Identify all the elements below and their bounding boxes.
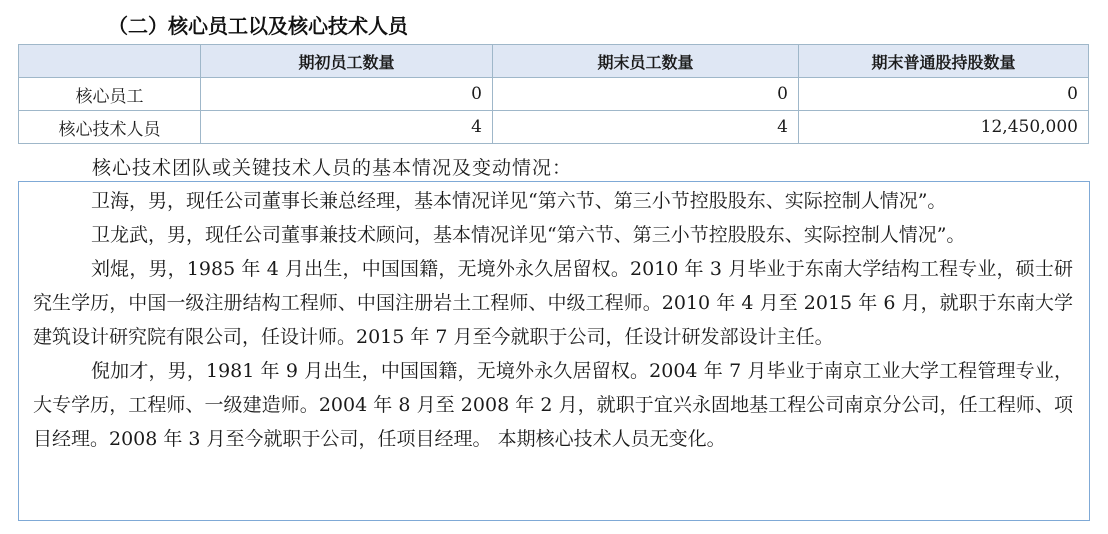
header-end-count: 期末员工数量 (493, 45, 799, 78)
cell-begin: 4 (201, 111, 493, 144)
table-row (19, 78, 1089, 111)
bio-paragraph: 倪加才，男，1981 年 9 月出生，中国国籍，无境外永久居留权。2004 年 7 月毕业于南京工业大学工程管理专业，大专学历，工程师、一级建造师。2004 年 8 月至 2008 年 2 月，就职于宜兴永固地基工程公司南京分公司，任工程师、项目经理。2008 年 3 月至今就职于公司，任项目经理。 本期核心技术人员无变化。 (33, 360, 1073, 450)
bio-text-box (18, 181, 1090, 521)
header-end-shares: 期末普通股持股数量 (799, 45, 1089, 78)
sub-heading: 核心技术团队或关键技术人员的基本情况及变动情况： (92, 157, 573, 179)
cell-begin: 0 (201, 78, 493, 111)
cell-end: 0 (493, 78, 799, 111)
bio-paragraph: 刘焜，男，1985 年 4 月出生，中国国籍，无境外永久居留权。2010 年 3 月毕业于东南大学结构工程专业，硕士研究生学历，中国一级注册结构工程师、中国注册岩土工程师、中级工程师。2010 年 4 月至 2015 年 6 月，就职于东南大学建筑设计研究院有限公司，任设计师。2015 年 7 月至今就职于公司，任设计研发部设计主任。 (33, 258, 1073, 348)
cell-shares: 0 (799, 78, 1089, 111)
cell-end: 4 (493, 111, 799, 144)
core-staff-table (18, 44, 1089, 144)
header-begin-count: 期初员工数量 (201, 45, 493, 78)
bio-paragraph: 卫龙武，男，现任公司董事兼技术顾问，基本情况详见“第六节、第三小节控股股东、实际控制人情况”。 (91, 224, 966, 246)
section-title: （二）核心员工以及核心技术人员 (108, 14, 408, 38)
table-row (19, 111, 1089, 144)
table-header-row (19, 45, 1089, 78)
row-label: 核心技术人员 (19, 111, 201, 144)
cell-shares: 12,450,000 (799, 111, 1089, 144)
bio-paragraph: 卫海，男，现任公司董事长兼总经理，基本情况详见“第六节、第三小节控股股东、实际控制人情况”。 (91, 190, 947, 212)
header-empty (19, 45, 201, 78)
row-label: 核心员工 (19, 78, 201, 111)
